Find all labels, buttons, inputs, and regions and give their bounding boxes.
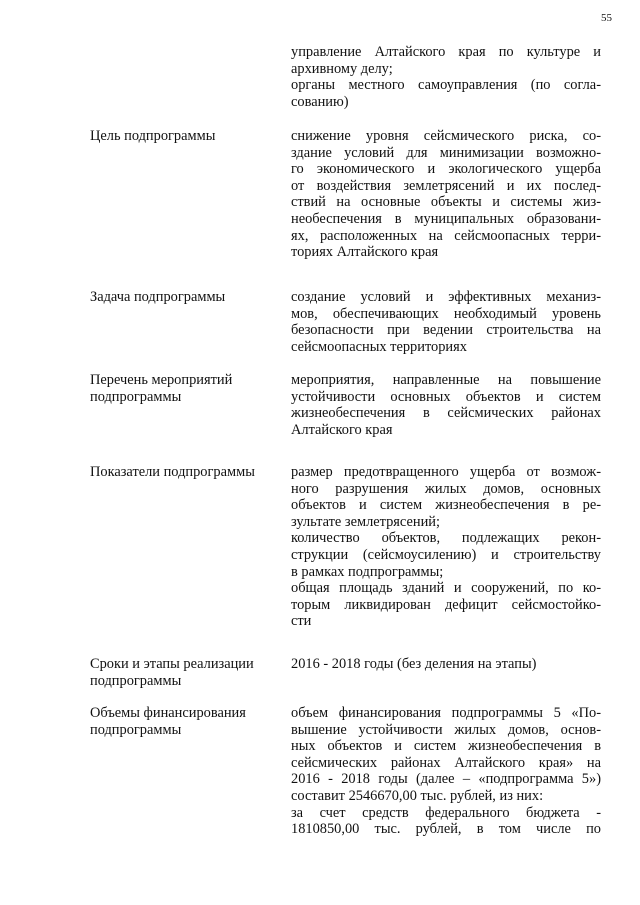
row-value [291, 656, 601, 673]
value-line: вышение устойчивости жилых домов, основ- [291, 721, 601, 738]
row-value [291, 289, 601, 355]
value-line: Алтайского края [291, 421, 393, 438]
value-line: за счет средств федерального бюджета - [291, 804, 601, 821]
label-line: Задача подпрограммы [90, 289, 226, 305]
row-label [90, 128, 280, 145]
label-line: Показатели подпрограммы [90, 464, 255, 480]
row-value [291, 464, 601, 630]
value-line: струкции (сейсмоусилению) и строительству [291, 546, 601, 563]
value-line: снижение уровня сейсмического риска, со- [291, 128, 601, 144]
value-line: ствий на основные объекты и системы жиз- [291, 194, 601, 211]
value-line: ториях Алтайского края [291, 244, 439, 261]
value-line: сейсмических районах Алтайского края» на [291, 754, 601, 771]
value-line: ях, расположенных на сейсмоопасных терри- [291, 227, 601, 244]
label-line: подпрограммы [90, 388, 182, 405]
value-line: объем финансирования подпрограммы 5 «По- [291, 705, 601, 721]
value-line: от воздействия землетрясений и их послед- [291, 177, 601, 194]
value-line: 2016 - 2018 годы (без деления на этапы) [291, 656, 537, 672]
value-line: управление Алтайского края по культуре и [291, 44, 601, 60]
value-line: здание условий для минимизации возможно- [291, 144, 601, 161]
value-line: архивному делу; [291, 60, 393, 77]
label-line: подпрограммы [90, 672, 182, 689]
value-line: составит 2546670,00 тыс. рублей, из них: [291, 787, 544, 804]
row-label [90, 705, 280, 738]
label-line: Объемы финансирования [90, 705, 246, 721]
page-number: 55 [601, 12, 612, 24]
value-line: создание условий и эффективных механиз- [291, 289, 601, 305]
row-label [90, 464, 280, 481]
row-value [291, 44, 601, 110]
label-line: Перечень мероприятий [90, 372, 233, 388]
value-line: сейсмоопасных территориях [291, 338, 467, 355]
value-line: необеспечения в муниципальных образовани- [291, 210, 601, 227]
value-line: мероприятия, направленные на повышение [291, 372, 601, 388]
row-value [291, 128, 601, 261]
row-value [291, 372, 601, 438]
value-line: общая площадь зданий и сооружений, по ко- [291, 580, 601, 597]
value-line: торым ликвидирован дефицит сейсмостойко- [291, 596, 601, 613]
row-label [90, 372, 280, 405]
label-line: Сроки и этапы реализации [90, 656, 254, 672]
value-line: в рамках подпрограммы; [291, 563, 444, 580]
value-line: устойчивости основных объектов и систем [291, 388, 601, 405]
value-line: сти [291, 613, 312, 630]
value-line: ного разрушения жилых домов, основных [291, 480, 601, 497]
value-line: размер предотвращенного ущерба от возмож- [291, 464, 601, 480]
value-line: сованию) [291, 93, 349, 110]
value-line: 2016 - 2018 годы (далее – «подпрограмма 5») [291, 771, 601, 788]
value-line: безопасности при ведении строительства на [291, 322, 601, 339]
value-line: органы местного самоуправления (по согла- [291, 77, 601, 94]
label-line: Цель подпрограммы [90, 128, 216, 144]
row-label [90, 656, 280, 689]
label-line: подпрограммы [90, 721, 182, 738]
value-line: зультате землетрясений; [291, 513, 440, 530]
value-line: го экономического и экологического ущерба [291, 161, 601, 178]
row-value [291, 705, 601, 838]
value-line: объектов и систем жизнеобеспечения в ре- [291, 497, 601, 514]
value-line: мов, обеспечивающих необходимый уровень [291, 305, 601, 322]
row-label [90, 289, 280, 306]
value-line: количество объектов, подлежащих рекон- [291, 530, 601, 547]
value-line: жизнеобеспечения в сейсмических районах [291, 405, 601, 422]
value-line: 1810850,00 тыс. рублей, в том числе по [291, 821, 601, 838]
value-line: ных объектов и систем жизнеобеспечения в [291, 738, 601, 755]
